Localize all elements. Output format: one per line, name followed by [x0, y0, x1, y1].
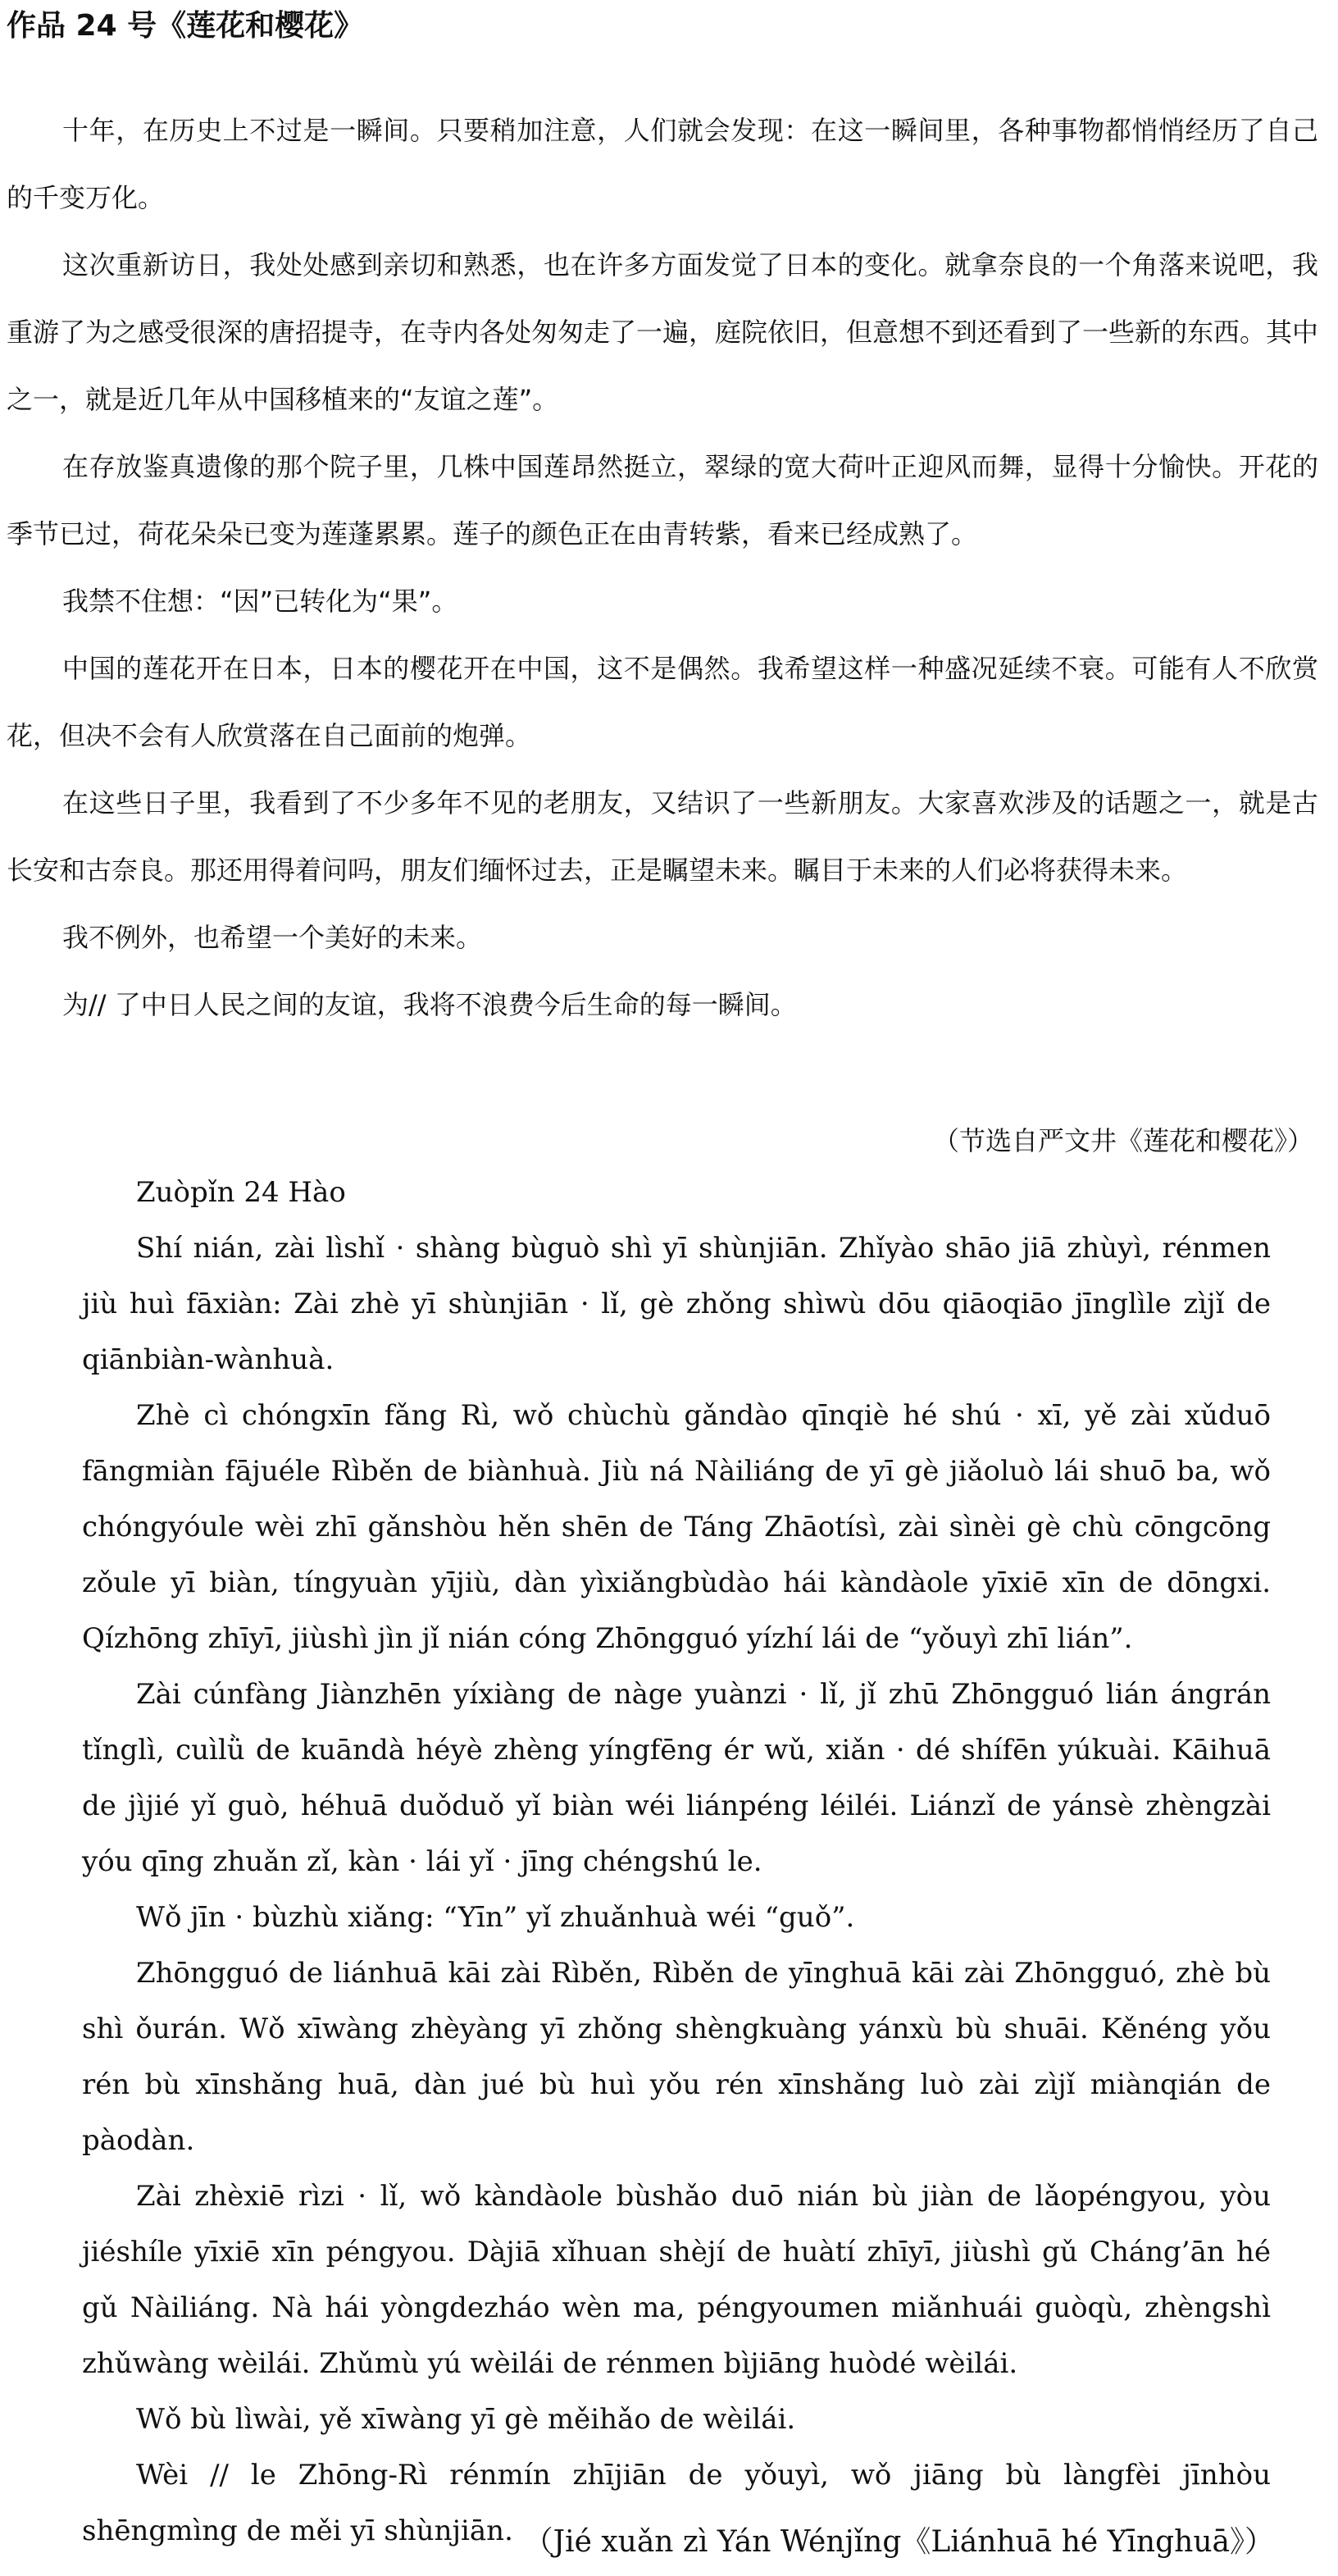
pinyin-paragraph: Wǒ jīn · bùzhù xiǎng: “Yīn” yǐ zhuǎnhuà wéi “guǒ”. — [136, 1901, 855, 1934]
chinese-paragraph: 为// 了中日人民之间的友谊，我将不浪费今后生命的每一瞬间。 — [62, 989, 797, 1020]
pinyin-title: Zuòpǐn 24 Hào — [136, 1176, 346, 1209]
document-title: 作品 24 号《莲花和樱花》 — [7, 9, 364, 43]
chinese-paragraph: 十年，在历史上不过是一瞬间。只要稍加注意，人们就会发现：在这一瞬间里，各种事物都悄悄经历了自己的千变万化。 — [7, 115, 1318, 213]
pinyin-paragraph: Zhōngguó de liánhuā kāi zài Rìběn, Rìběn de yīnghuā kāi zài Zhōngguó, zhè bù shì ǒurán. Wǒ xīwàng zhèyàng yī zhǒng shèngkuàng yánxù bù shuāi. Kěnéng yǒu rén bù xīnshǎng huā, dàn jué bù huì yǒu rén xīnshǎng luò zài zìjǐ miànqián de pàodàn. — [82, 1957, 1271, 2157]
chinese-paragraph: 我不例外，也希望一个美好的未来。 — [62, 922, 483, 953]
chinese-paragraph: 我禁不住想：“因”已转化为“果”。 — [62, 586, 458, 617]
chinese-paragraph: 这次重新访日，我处处感到亲切和熟悉，也在许多方面发觉了日本的变化。就拿奈良的一个角落来说吧，我重游了为之感受很深的唐招提寺，在寺内各处匆匆走了一遍，庭院依旧，但意想不到还看到了一些新的东西。其中之一，就是近几年从中国移植来的“友谊之莲”。 — [7, 249, 1319, 415]
pinyin-source-attribution: （Jié xuǎn zì Yán Wénjǐng《Liánhuā hé Yīnghuā》） — [523, 2525, 1274, 2559]
chinese-paragraph: 在存放鉴真遗像的那个院子里，几株中国莲昂然挺立，翠绿的宽大荷叶正迎风而舞，显得十分愉快。开花的季节已过，荷花朵朵已变为莲蓬累累。莲子的颜色正在由青转紫，看来已经成熟了。 — [7, 451, 1318, 549]
pinyin-paragraph: Zhè cì chóngxīn fǎng Rì, wǒ chùchù gǎndào qīnqiè hé shú · xī, yě zài xǔduō fāngmiàn fājuéle Rìběn de biànhuà. Jiù ná Nàiliáng de yī gè jiǎoluò lái shuō ba, wǒ chóngyóule wèi zhī gǎnshòu hěn shēn de Táng Zhāotísì, zài sìnèi gè chù cōngcōng zǒule yī biàn, tíngyuàn yījiù, dàn yìxiǎngbùdào hái kàndàole yīxiē xīn de dōngxi. Qízhōng zhīyī, jiùshì jìn jǐ nián cóng Zhōngguó yízhí lái de “yǒuyì zhī lián”. — [82, 1399, 1271, 1655]
chinese-source-attribution: （节选自严文井《莲花和樱花》） — [932, 1125, 1313, 1156]
chinese-paragraph: 在这些日子里，我看到了不少多年不见的老朋友，又结识了一些新朋友。大家喜欢涉及的话题之一，就是古长安和古奈良。那还用得着问吗，朋友们缅怀过去，正是瞩望未来。瞩目于未来的人们必将获得未来。 — [7, 787, 1318, 886]
pinyin-text-body — [82, 1165, 1271, 2559]
pinyin-paragraph: Wèi // le Zhōng-Rì rénmín zhījiān de yǒuyì, wǒ jiāng bù làngfèi jīnhòu shēngmìng de měi yī shùnjiān. — [82, 2459, 1271, 2547]
pinyin-paragraph: Zài cúnfàng Jiànzhēn yíxiàng de nàge yuànzi · lǐ, jǐ zhū Zhōngguó lián ángrán tǐnglì, cuìlǜ de kuāndà héyè zhèng yíngfēng ér wǔ, xiǎn · dé shífēn yúkuài. Kāihuā de jìjié yǐ guò, héhuā duǒduǒ yǐ biàn wéi liánpéng léiléi. Liánzǐ de yánsè zhèngzài yóu qīng zhuǎn zǐ, kàn · lái yǐ · jīng chéngshú le. — [82, 1678, 1271, 1878]
pinyin-paragraph: Wǒ bù lìwài, yě xīwàng yī gè měihǎo de wèilái. — [136, 2403, 796, 2436]
pinyin-paragraph: Zài zhèxiē rìzi · lǐ, wǒ kàndàole bùshǎo duō nián bù jiàn de lǎopéngyou, yòu jiéshíle yīxiē xīn péngyou. Dàjiā xǐhuan shèjí de huàtí zhīyī, jiùshì gǔ Cháng’ān hé gǔ Nàiliáng. Nà hái yòngdezháo wèn ma, péngyoumen miǎnhuái guòqù, zhèngshì zhǔwàng wèilái. Zhǔmù yú wèilái de rénmen bìjiāng huòdé wèilái. — [82, 2180, 1271, 2380]
chinese-text-body — [7, 97, 1318, 1038]
chinese-paragraph: 中国的莲花开在日本，日本的樱花开在中国，这不是偶然。我希望这样一种盛况延续不衰。可能有人不欣赏花，但决不会有人欣赏落在自己面前的炮弹。 — [7, 653, 1318, 751]
pinyin-paragraph: Shí nián, zài lìshǐ · shàng bùguò shì yī shùnjiān. Zhǐyào shāo jiā zhùyì, rénmen jiù huì fāxiàn: Zài zhè yī shùnjiān · lǐ, gè zhǒng shìwù dōu qiāoqiāo jīnglìle zìjǐ de qiānbiàn-wànhuà. — [82, 1232, 1271, 1376]
